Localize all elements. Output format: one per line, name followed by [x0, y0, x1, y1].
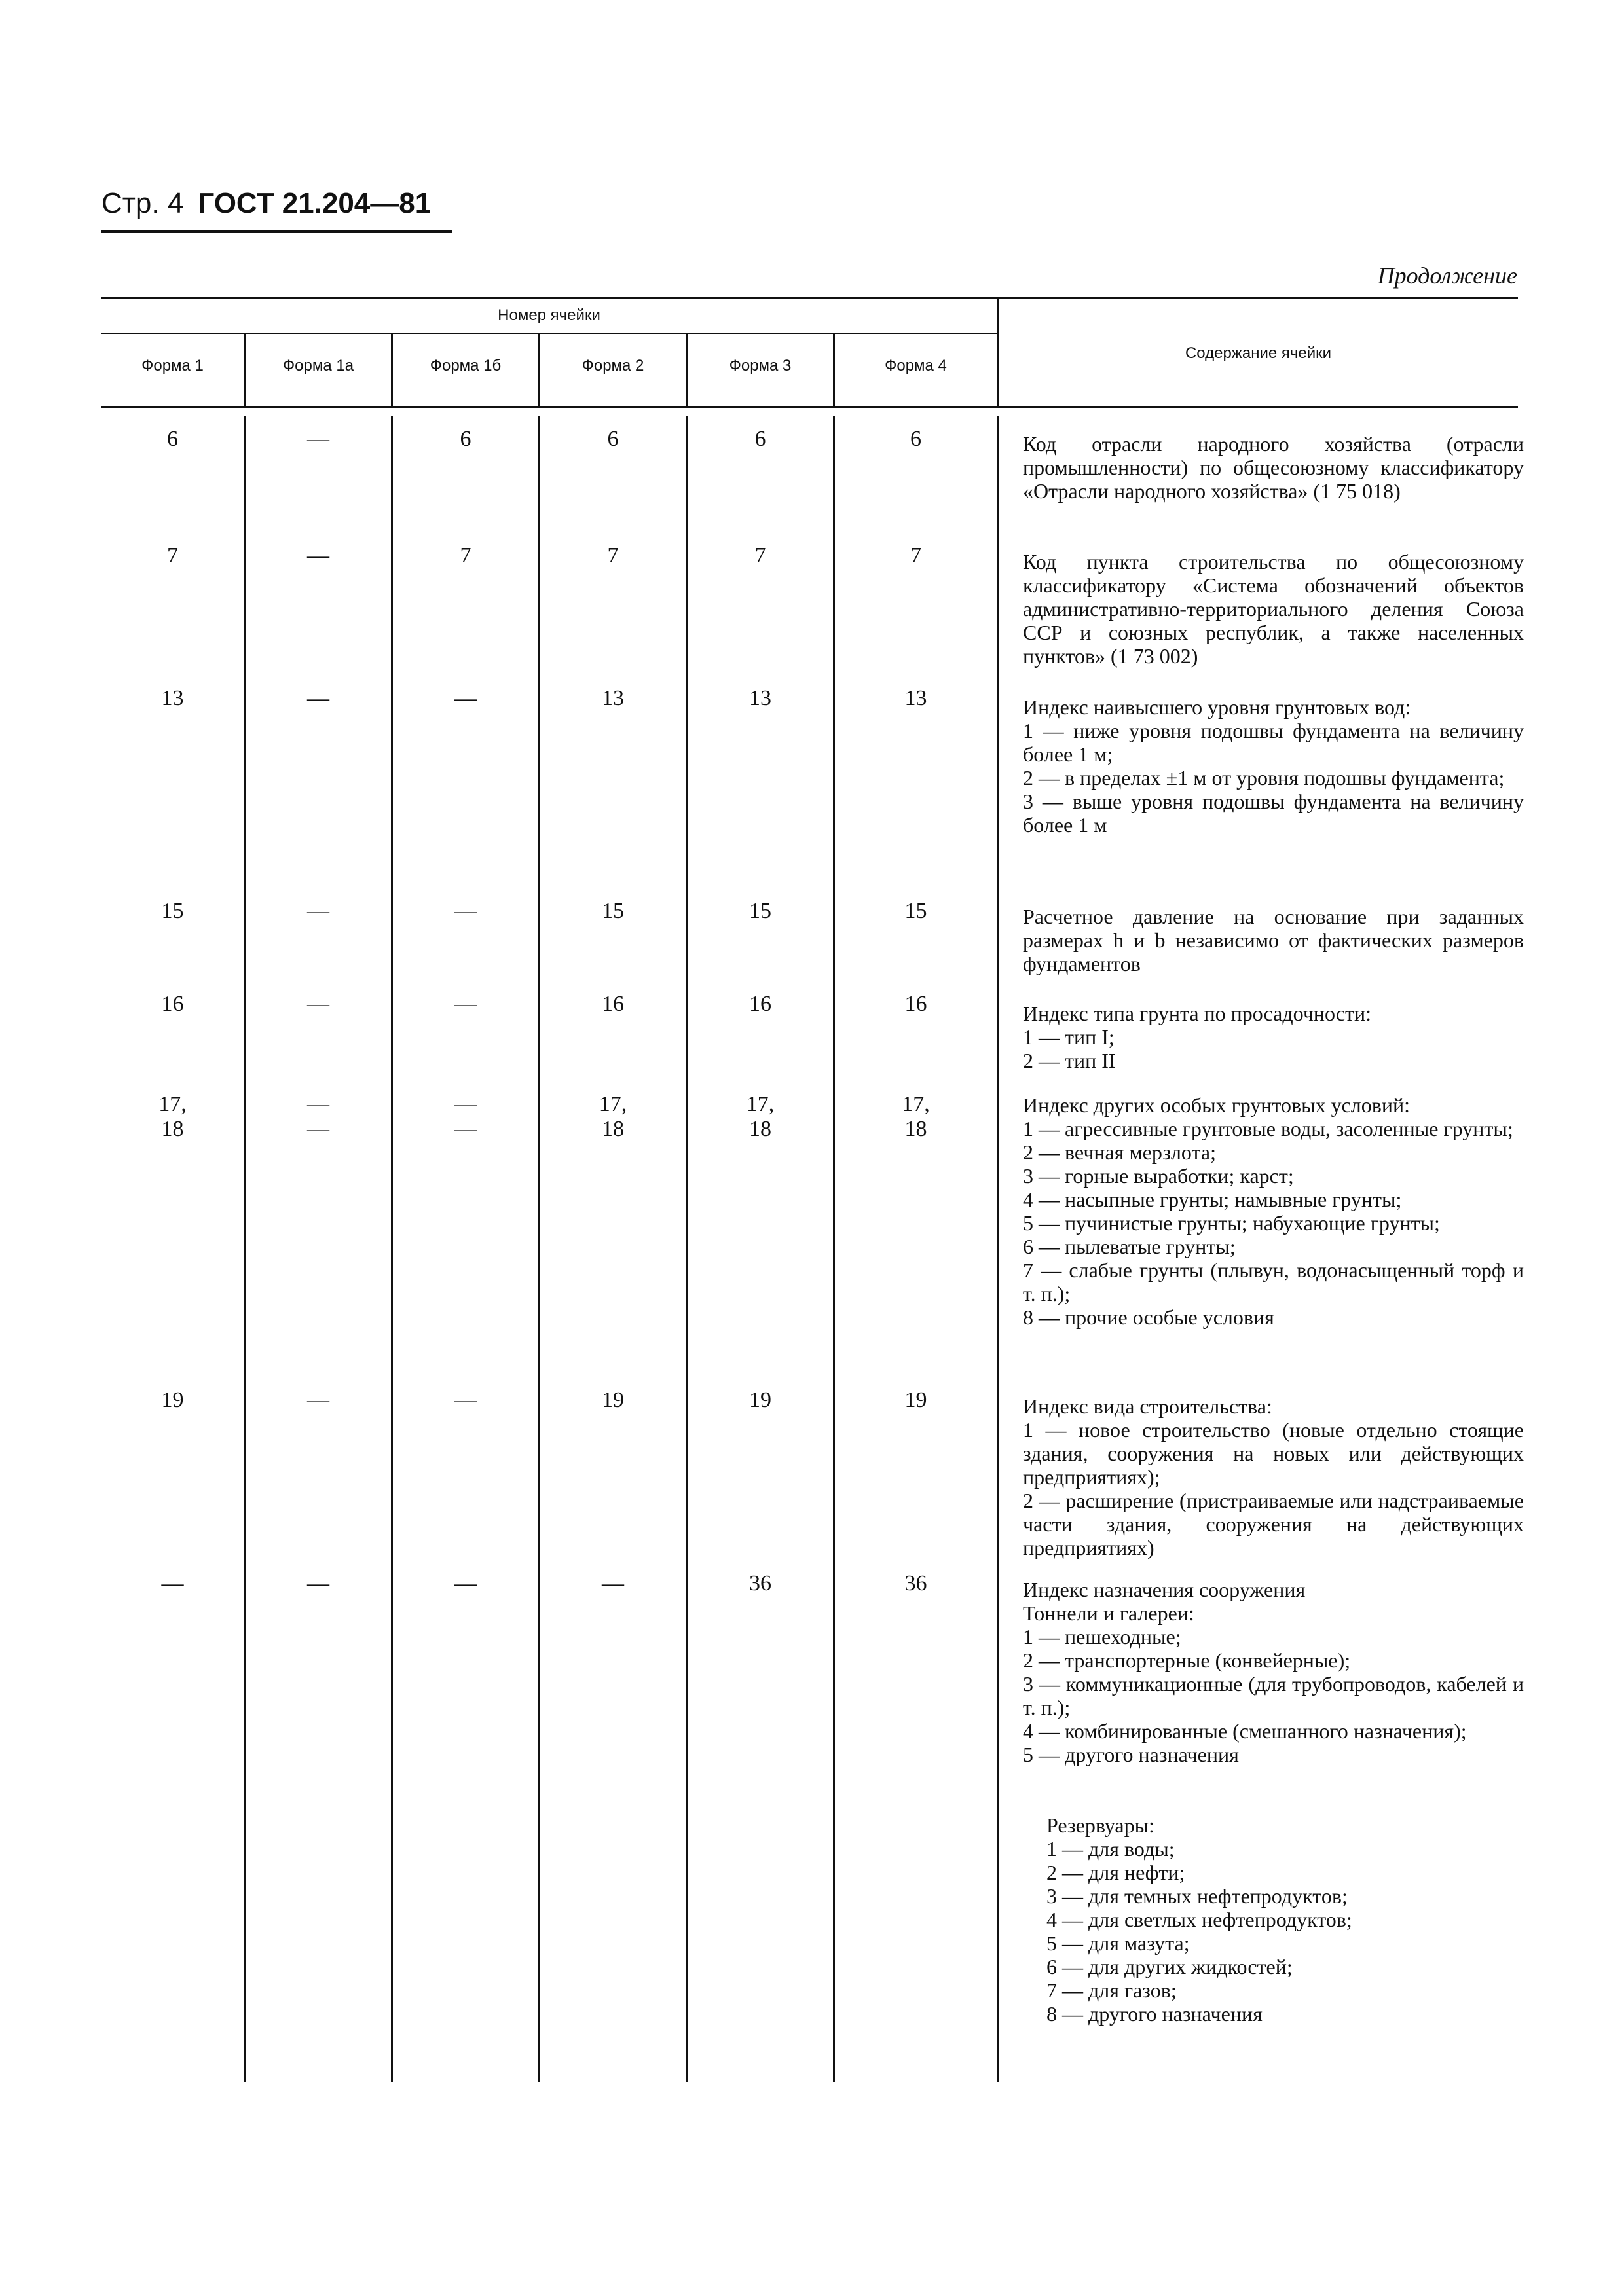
cell-forma-3: 17, 18 — [746, 1092, 775, 1141]
cell-forma-2: — — [602, 1571, 624, 1595]
cell-content: Индекс наивысшего уровня грунтовых вод: 1 — ниже уровня подошвы фундамента на величину более 1 м; 2 — в пределах ±1 м от уровня подошвы фундамента; 3 — выше уровня подошвы фундамента на величину более 1 м — [1023, 695, 1524, 837]
column-header: Форма 3 — [729, 357, 792, 374]
column-header: Форма 1б — [430, 357, 502, 374]
cell-forma-1b: 6 — [460, 427, 471, 451]
cell-forma-1a: — — [307, 686, 329, 710]
cell-forma-1: 6 — [167, 427, 178, 451]
body-divider-content — [997, 416, 999, 2082]
cell-forma-1b: — — [454, 1388, 477, 1412]
cell-forma-4: 36 — [904, 1571, 927, 1595]
cell-forma-1b: — — [454, 1571, 477, 1595]
cell-forma-4: 13 — [904, 686, 927, 710]
cell-forma-4: 17, 18 — [902, 1092, 930, 1141]
document-id: ГОСТ 21.204—81 — [198, 187, 432, 219]
cell-forma-1: 19 — [161, 1388, 184, 1412]
cell-forma-1a: — — — [307, 1092, 329, 1141]
body-divider-5 — [833, 416, 835, 2082]
body-divider-1 — [244, 416, 246, 2082]
cell-forma-2: 15 — [602, 899, 624, 923]
cell-forma-1a: — — [307, 899, 329, 923]
cell-forma-1a: — — [307, 1571, 329, 1595]
cell-forma-2: 19 — [602, 1388, 624, 1412]
cell-content: Индекс назначения сооружения Тоннели и галереи: 1 — пешеходные; 2 — транспортерные (конвейерные); 3 — коммуникационные (для трубопроводов, кабелей и т. п.); 4 — комбинированные (смешанного назначения); 5 — другого назначения — [1023, 1578, 1524, 1766]
cell-forma-2: 17, 18 — [599, 1092, 627, 1141]
header-bottom-rule — [101, 406, 1518, 408]
cell-forma-1b: — — [454, 992, 477, 1016]
cell-forma-3: 36 — [749, 1571, 771, 1595]
cell-forma-2: 16 — [602, 992, 624, 1016]
cell-forma-1: — — [161, 1571, 184, 1595]
cell-forma-3: 16 — [749, 992, 771, 1016]
cell-content: Индекс вида строительства: 1 — новое строительство (новые отдельно стоящие здания, сооружения на новых или действующих предприятиях); 2 — расширение (пристраиваемые или надстраиваемые части здания, сооружения на действующих предприятиях) — [1023, 1394, 1524, 1559]
header-rule — [101, 230, 452, 233]
cell-forma-3: 6 — [754, 427, 766, 451]
cell-content: Индекс типа грунта по просадочности: 1 — тип I; 2 — тип II — [1023, 1002, 1372, 1072]
cell-forma-4: 6 — [910, 427, 921, 451]
cell-forma-1b: — — [454, 686, 477, 710]
cell-forma-1: 15 — [161, 899, 184, 923]
column-header: Форма 4 — [885, 357, 947, 374]
cell-forma-1a: — — [307, 1388, 329, 1412]
cell-forma-1a: — — [307, 543, 329, 568]
body-divider-3 — [538, 416, 540, 2082]
cell-content: Код отрасли народного хозяйства (отрасли промышленности) по общесоюзному классификатору «Отрасли народного хозяйства» (1 75 018) — [1023, 432, 1524, 503]
cell-forma-4: 19 — [904, 1388, 927, 1412]
cell-forma-2: 6 — [607, 427, 619, 451]
cell-forma-4: 7 — [910, 543, 921, 568]
cell-content: Резервуары: 1 — для воды; 2 — для нефти; 3 — для темных нефтепродуктов; 4 — для светлых нефтепродуктов; 5 — для мазута; 6 — для других жидкостей; 7 — для газов; 8 — другого назначения — [1046, 1813, 1352, 2026]
cell-forma-1: 17, 18 — [158, 1092, 187, 1141]
body-divider-4 — [686, 416, 688, 2082]
cell-forma-1: 7 — [167, 543, 178, 568]
table-top-rule — [101, 297, 1518, 299]
cell-forma-4: 15 — [904, 899, 927, 923]
group-header-rule — [101, 333, 999, 334]
cell-forma-1b: 7 — [460, 543, 471, 568]
page-header — [101, 187, 431, 220]
content-header: Содержание ячейки — [1185, 344, 1332, 362]
cell-forma-1: 16 — [161, 992, 184, 1016]
cell-forma-1a: — — [307, 427, 329, 451]
cell-forma-4: 16 — [904, 992, 927, 1016]
page-number: Стр. 4 — [101, 187, 184, 219]
group-header: Номер ячейки — [498, 306, 600, 324]
column-header: Форма 1а — [282, 357, 354, 374]
cell-forma-1b: — — — [454, 1092, 477, 1141]
cell-forma-3: 19 — [749, 1388, 771, 1412]
cell-forma-3: 15 — [749, 899, 771, 923]
cell-forma-3: 13 — [749, 686, 771, 710]
continuation-label: Продолжение — [1377, 263, 1517, 289]
cell-forma-1: 13 — [161, 686, 184, 710]
cell-content: Расчетное давление на основание при заданных размерах h и b независимо от фактических размеров фундаментов — [1023, 905, 1524, 975]
cell-forma-1b: — — [454, 899, 477, 923]
cell-content: Индекс других особых грунтовых условий: 1 — агрессивные грунтовые воды, засоленные грунты; 2 — вечная мерзлота; 3 — горные выработки; карст; 4 — насыпные грунты; намывные грунты; 5 — пучинистые грунты; набухающие грунты; 6 — пылеватые грунты; 7 — слабые грунты (плывун, водонасыщенный торф и т. п.); 8 — прочие особые условия — [1023, 1093, 1524, 1329]
column-header: Форма 2 — [581, 357, 644, 374]
body-divider-2 — [391, 416, 393, 2082]
cell-forma-1a: — — [307, 992, 329, 1016]
cell-forma-3: 7 — [754, 543, 766, 568]
column-header: Форма 1 — [141, 357, 204, 374]
cell-forma-2: 13 — [602, 686, 624, 710]
cell-content: Код пункта строительства по общесоюзному классификатору «Система обозначений объектов административно-территориального деления Союза ССР и союзных республик, а также населенных пунктов» (1 73 002) — [1023, 550, 1524, 668]
cell-forma-2: 7 — [607, 543, 619, 568]
